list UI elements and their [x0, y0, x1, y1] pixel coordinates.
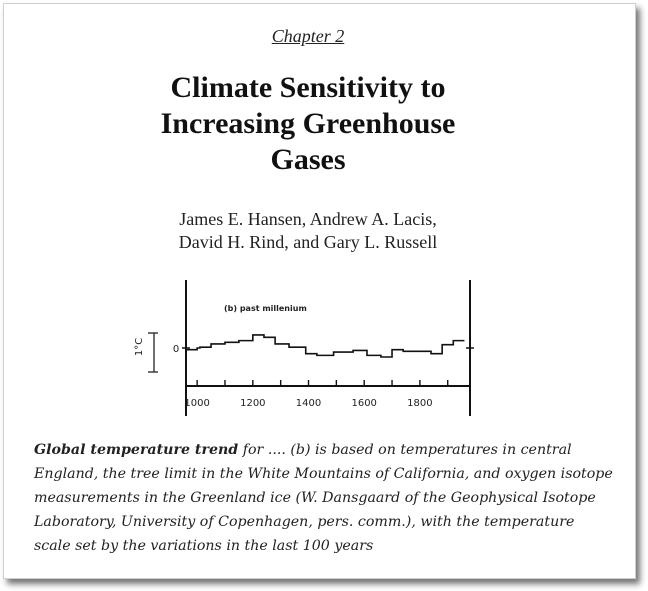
x-tick-label: 1400	[295, 398, 322, 409]
temperature-chart	[134, 274, 484, 419]
x-tick-label: 1600	[351, 398, 377, 409]
title-line: Climate Sensitivity to	[170, 71, 446, 104]
figure-caption	[34, 438, 614, 558]
chapter-label: Chapter 2	[271, 26, 345, 46]
chapter-title	[4, 70, 612, 178]
y-axis-label: 1°C	[134, 337, 145, 357]
chart-title: (b) past millenium	[224, 304, 307, 313]
page-frame	[3, 3, 636, 579]
author-line: David H. Rind, and Gary L. Russell	[178, 232, 438, 252]
caption-body: for .... (b) is based on temperatures in central England, the tree limit in the White Mountains of California, and oxygen isotope measurements in the Greenland ice (W. Dansgaard of the Geophysical Isotope Laboratory, University of Copenhagen, pers. comm.), with the temperature scale set by the variations in the last 100 years	[34, 442, 613, 554]
x-tick-label: 1200	[240, 398, 266, 409]
title-line: Increasing Greenhouse	[160, 107, 456, 140]
x-tick-label: 1800	[407, 398, 433, 409]
author-list	[4, 208, 612, 254]
title-line: Gases	[270, 143, 346, 176]
x-tick-label: 1000	[184, 398, 210, 409]
caption-lead: Global temperature trend	[34, 442, 239, 458]
y-tick-label: 0	[172, 344, 180, 355]
author-line: James E. Hansen, Andrew A. Lacis,	[179, 209, 437, 229]
